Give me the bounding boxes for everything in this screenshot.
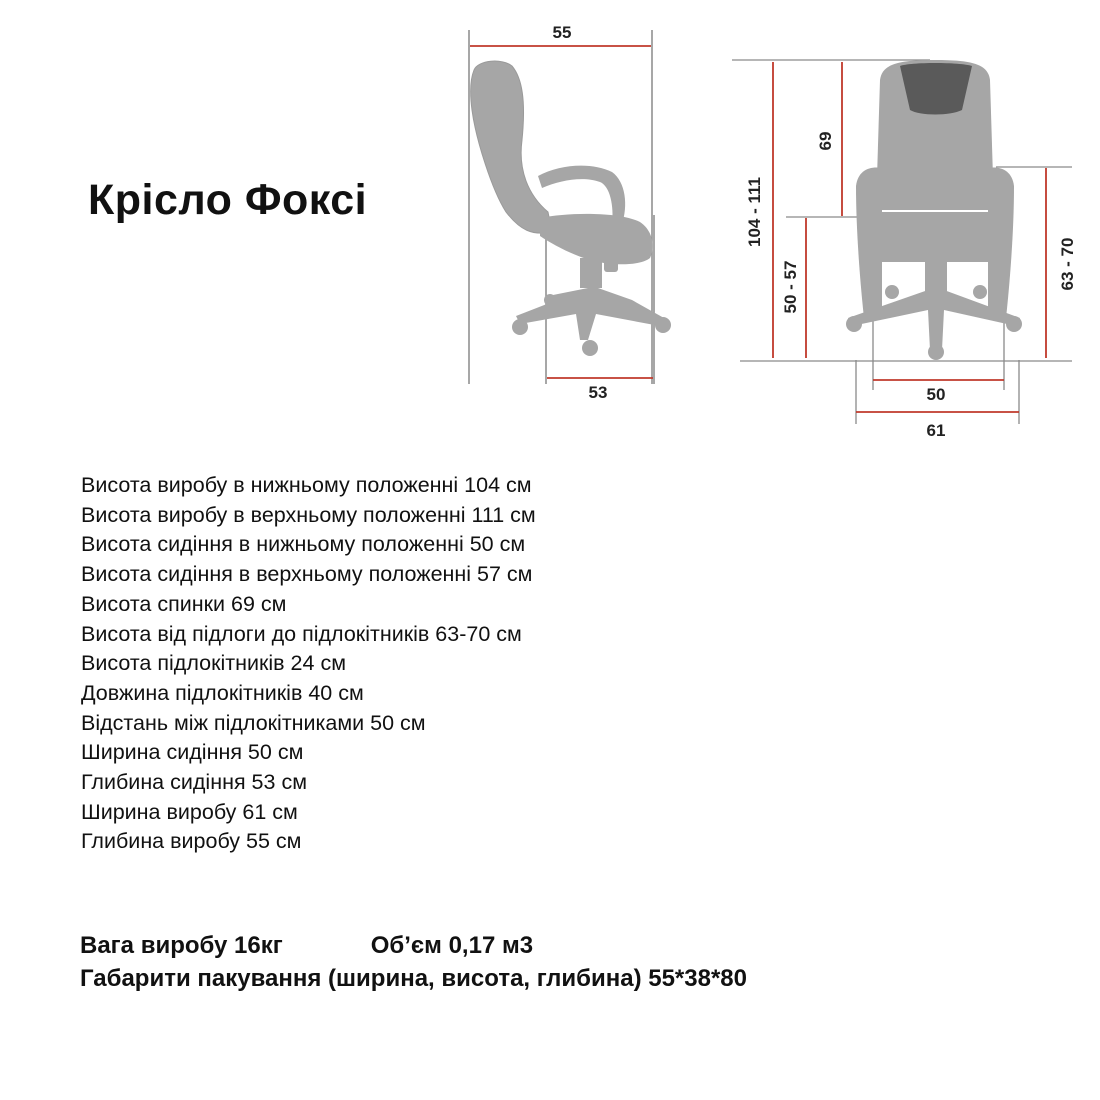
product-title: Крісло Фоксі	[88, 176, 368, 224]
weight-text: Вага виробу 16кг	[80, 932, 283, 959]
spec-item: Висота підлокітників 24 см	[81, 651, 346, 676]
seat-width-label: 50	[926, 385, 946, 404]
spec-item: Відстань між підлокітниками 50 см	[81, 710, 426, 735]
footer-info	[80, 929, 747, 995]
volume-text: Об’єм 0,17 м3	[370, 932, 534, 959]
spec-list	[81, 471, 536, 857]
spec-item: Висота спинки 69 см	[81, 591, 287, 616]
spec-item: Висота виробу в нижньому положенні 104 см	[81, 473, 532, 497]
spec-item: Висота сидіння в нижньому положенні 50 см	[81, 532, 526, 557]
spec-item: Висота сидіння в верхньому положенні 57 см	[81, 562, 533, 587]
spec-item: Глибина сидіння 53 см	[81, 770, 307, 795]
weight-volume-row	[80, 929, 747, 962]
total-width-label: 61	[926, 421, 946, 440]
spec-item: Ширина сидіння 50 см	[81, 740, 304, 765]
spec-item: Довжина підлокітників 40 см	[81, 680, 364, 705]
armrest-height-range-label: 63 - 70	[1058, 237, 1077, 291]
seat-depth-label: 53	[588, 383, 608, 402]
depth-top-label: 55	[552, 23, 572, 42]
chair-front-view	[732, 60, 1072, 424]
height-range-label: 104 - 111	[745, 177, 764, 247]
seat-height-range-label: 50 - 57	[781, 260, 800, 314]
spec-item: Ширина виробу 61 см	[81, 799, 298, 824]
back-height-label: 69	[816, 131, 835, 151]
spec-item: Висота виробу в верхньому положенні 111 см	[81, 502, 536, 527]
chair-dimension-diagram	[0, 0, 1100, 460]
spec-item: Висота від підлоги до підлокітників 63-70 см	[81, 621, 522, 646]
spec-item: Глибина виробу 55 см	[81, 829, 302, 854]
packaging-text: Габарити пакування (ширина, висота, глибина) 55*38*80	[80, 965, 747, 992]
chair-side-view	[469, 30, 671, 384]
